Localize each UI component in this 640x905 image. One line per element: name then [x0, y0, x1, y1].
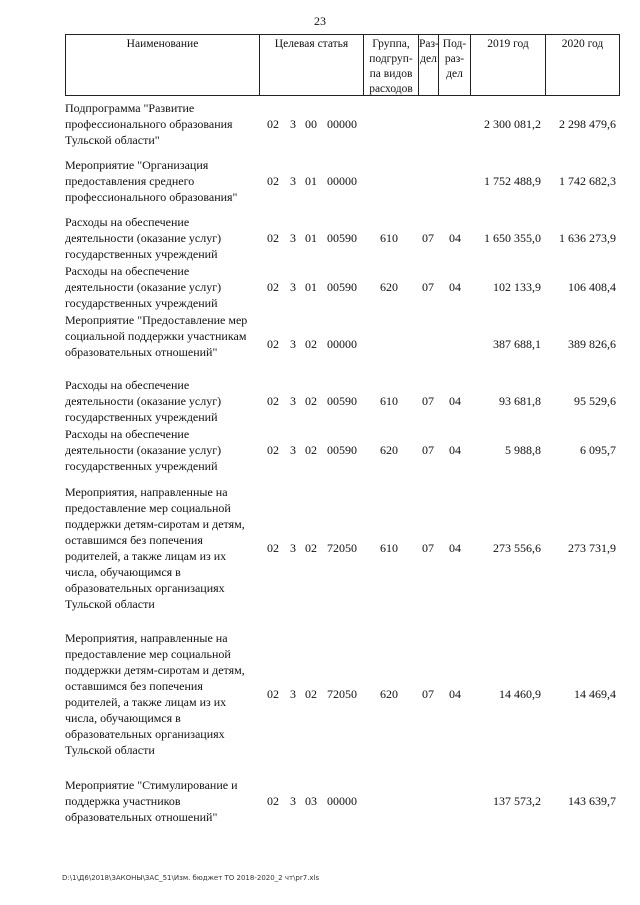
code-subprogram: 3: [290, 443, 296, 457]
value-2019: 137 573,2: [493, 794, 541, 808]
value-2019: 2 300 081,2: [484, 117, 541, 131]
value-2019: 1 650 355,0: [484, 231, 541, 245]
value-2020: 106 408,4: [568, 280, 616, 294]
value-2020: 14 469,4: [574, 687, 616, 701]
value-2019: 273 556,6: [493, 541, 541, 555]
group-code: 620: [380, 443, 398, 457]
value-2019: 1 752 488,9: [484, 174, 541, 188]
code-direction: 00000: [327, 174, 357, 188]
row-name: Мероприятие "Предоставление мер социальной поддержки участникам образовательных отношений": [65, 313, 248, 359]
code-event: 02: [305, 541, 317, 555]
group-code: 620: [380, 687, 398, 701]
code-program: 02: [267, 687, 279, 701]
code-direction: 00590: [327, 280, 357, 294]
table-header: [65, 34, 620, 96]
value-2020: 389 826,6: [568, 337, 616, 351]
value-2020: 6 095,7: [580, 443, 616, 457]
value-2020: 95 529,6: [574, 394, 616, 408]
code-direction: 00590: [327, 231, 357, 245]
value-2020: 2 298 479,6: [559, 117, 616, 131]
code-event: 00: [305, 117, 317, 131]
code-direction: 00000: [327, 337, 357, 351]
row-name: Расходы на обеспечение деятельности (оказание услуг) государственных учреждений: [65, 427, 222, 473]
code-program: 02: [267, 117, 279, 131]
header-subsection: Под-раз-дел: [439, 35, 471, 95]
value-2019: 93 681,8: [499, 394, 541, 408]
subsection-code: 04: [449, 541, 461, 555]
subsection-code: 04: [449, 687, 461, 701]
code-subprogram: 3: [290, 541, 296, 555]
code-subprogram: 3: [290, 687, 296, 701]
section-code: 07: [422, 231, 434, 245]
group-code: 620: [380, 280, 398, 294]
code-program: 02: [267, 280, 279, 294]
code-direction: 00000: [327, 794, 357, 808]
value-2019: 14 460,9: [499, 687, 541, 701]
code-direction: 72050: [327, 541, 357, 555]
value-2019: 387 688,1: [493, 337, 541, 351]
header-group: Группа, подгруп-па видов расходов: [364, 35, 419, 95]
code-program: 02: [267, 337, 279, 351]
row-name: Подпрограмма "Развитие профессионального образования Тульской области": [65, 101, 233, 147]
code-subprogram: 3: [290, 394, 296, 408]
code-event: 02: [305, 687, 317, 701]
code-subprogram: 3: [290, 337, 296, 351]
code-direction: 00000: [327, 117, 357, 131]
code-program: 02: [267, 541, 279, 555]
subsection-code: 04: [449, 394, 461, 408]
value-2020: 143 639,7: [568, 794, 616, 808]
section-code: 07: [422, 541, 434, 555]
header-section: Раз-дел: [419, 35, 439, 95]
code-event: 01: [305, 231, 317, 245]
code-event: 01: [305, 174, 317, 188]
row-name: Расходы на обеспечение деятельности (оказание услуг) государственных учреждений: [65, 378, 222, 424]
code-program: 02: [267, 394, 279, 408]
row-name: Мероприятия, направленные на предоставление мер социальной поддержки детям-сиротам и детям, оставшимся без попечения родителей, а также лицам из их числа, обучающимся в образовательных организациях Тульской области: [65, 485, 245, 611]
file-path-footer: D:\1\Д6\2018\ЗАКОНЫ\ЗАС_51\Изм. бюджет ТО 2018-2020_2 чт\pr7.xls: [62, 874, 320, 882]
row-name: Расходы на обеспечение деятельности (оказание услуг) государственных учреждений: [65, 264, 222, 310]
code-subprogram: 3: [290, 231, 296, 245]
section-code: 07: [422, 394, 434, 408]
header-target: Целевая статья: [260, 35, 364, 95]
group-code: 610: [380, 231, 398, 245]
code-event: 02: [305, 443, 317, 457]
code-subprogram: 3: [290, 280, 296, 294]
code-subprogram: 3: [290, 117, 296, 131]
value-2019: 102 133,9: [493, 280, 541, 294]
code-program: 02: [267, 794, 279, 808]
code-event: 02: [305, 337, 317, 351]
code-subprogram: 3: [290, 794, 296, 808]
value-2019: 5 988,8: [505, 443, 541, 457]
value-2020: 1 742 682,3: [559, 174, 616, 188]
header-name: Наименование: [66, 35, 260, 95]
row-name: Мероприятие "Стимулирование и поддержка участников образовательных отношений": [65, 778, 238, 824]
section-code: 07: [422, 280, 434, 294]
code-event: 02: [305, 394, 317, 408]
code-event: 03: [305, 794, 317, 808]
row-name: Мероприятие "Организация предоставления среднего профессионального образования": [65, 158, 238, 204]
group-code: 610: [380, 541, 398, 555]
code-direction: 72050: [327, 687, 357, 701]
page-number: 23: [314, 14, 326, 28]
subsection-code: 04: [449, 443, 461, 457]
subsection-code: 04: [449, 280, 461, 294]
code-program: 02: [267, 231, 279, 245]
header-2019: 2019 год: [471, 35, 546, 95]
section-code: 07: [422, 443, 434, 457]
code-program: 02: [267, 174, 279, 188]
code-program: 02: [267, 443, 279, 457]
section-code: 07: [422, 687, 434, 701]
code-direction: 00590: [327, 443, 357, 457]
row-name: Мероприятия, направленные на предоставление мер социальной поддержки детям-сиротам и детям, оставшимся без попечения родителей, а также лицам из их числа, обучающимся в образовательных организациях Тульской области: [65, 631, 245, 757]
row-name: Расходы на обеспечение деятельности (оказание услуг) государственных учреждений: [65, 215, 222, 261]
code-subprogram: 3: [290, 174, 296, 188]
header-2020: 2020 год: [561, 38, 604, 50]
code-direction: 00590: [327, 394, 357, 408]
subsection-code: 04: [449, 231, 461, 245]
value-2020: 1 636 273,9: [559, 231, 616, 245]
code-event: 01: [305, 280, 317, 294]
value-2020: 273 731,9: [568, 541, 616, 555]
group-code: 610: [380, 394, 398, 408]
